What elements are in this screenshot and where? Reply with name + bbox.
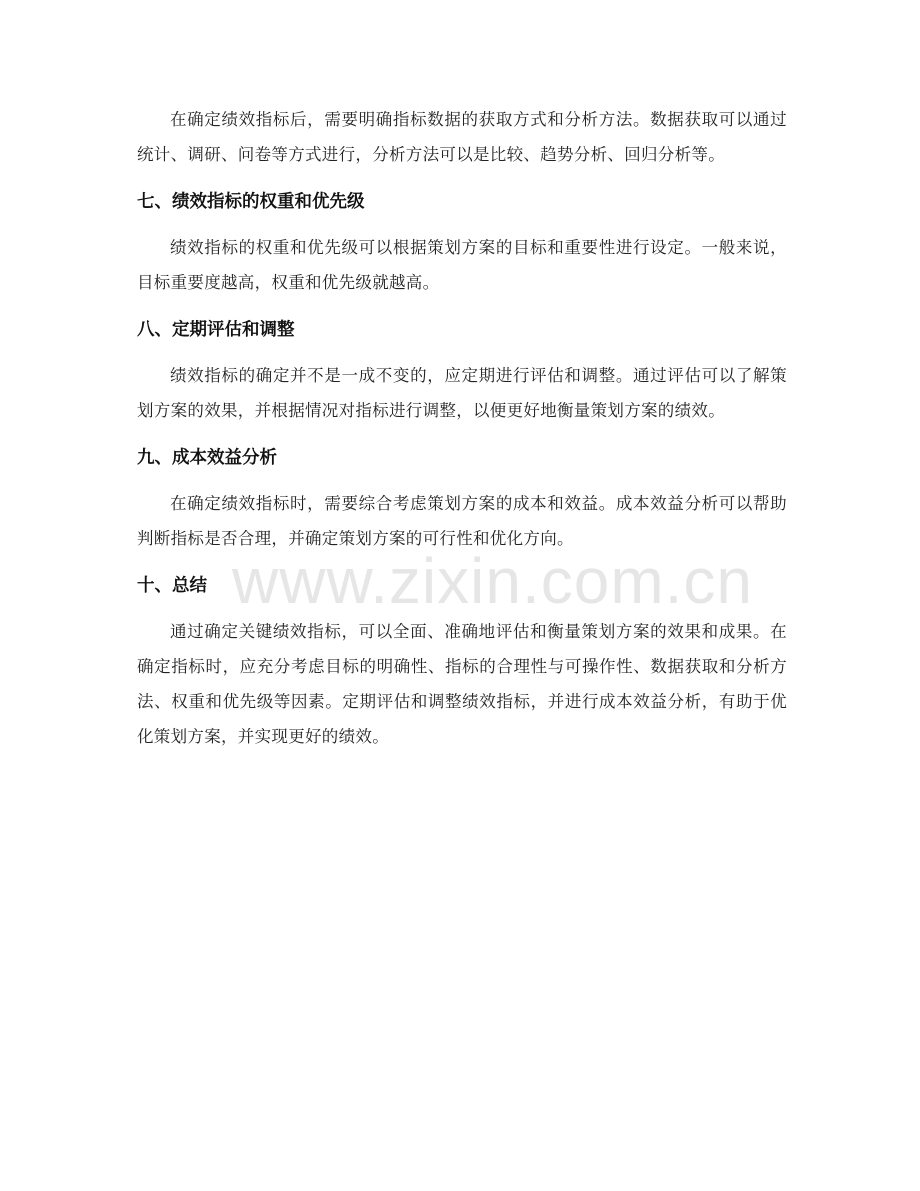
paragraph-data-methods: 在确定绩效指标后，需要明确指标数据的获取方式和分析方法。数据获取可以通过统计、调研、问卷等方式进行，分析方法可以是比较、趋势分析、回归分析等。: [137, 110, 787, 164]
paragraph-periodic-review: 绩效指标的确定并不是一成不变的，应定期进行评估和调整。通过评估可以了解策划方案的效果，并根据情况对指标进行调整，以便更好地衡量策划方案的绩效。: [137, 366, 787, 420]
heading-section-9: 九、成本效益分析: [137, 448, 277, 468]
paragraph-weights-priority: 绩效指标的权重和优先级可以根据策划方案的目标和重要性进行设定。一般来说，目标重要度越高，权重和优先级就越高。: [137, 238, 787, 292]
watermark-text: www.zixin.com.cn: [232, 545, 753, 617]
document-body: [137, 102, 787, 754]
paragraph-cost-benefit: 在确定绩效指标时，需要综合考虑策划方案的成本和效益。成本效益分析可以帮助判断指标是否合理，并确定策划方案的可行性和优化方向。: [137, 494, 787, 548]
paragraph-summary: 通过确定关键绩效指标，可以全面、准确地评估和衡量策划方案的效果和成果。在确定指标时，应充分考虑目标的明确性、指标的合理性与可操作性、数据获取和分析方法、权重和优先级等因素。定期评估和调整绩效指标，并进行成本效益分析，有助于优化策划方案，并实现更好的绩效。: [137, 622, 787, 746]
heading-section-10: 十、总结: [137, 576, 207, 596]
heading-section-7: 七、绩效指标的权重和优先级: [137, 192, 365, 212]
heading-section-8: 八、定期评估和调整: [137, 320, 295, 340]
